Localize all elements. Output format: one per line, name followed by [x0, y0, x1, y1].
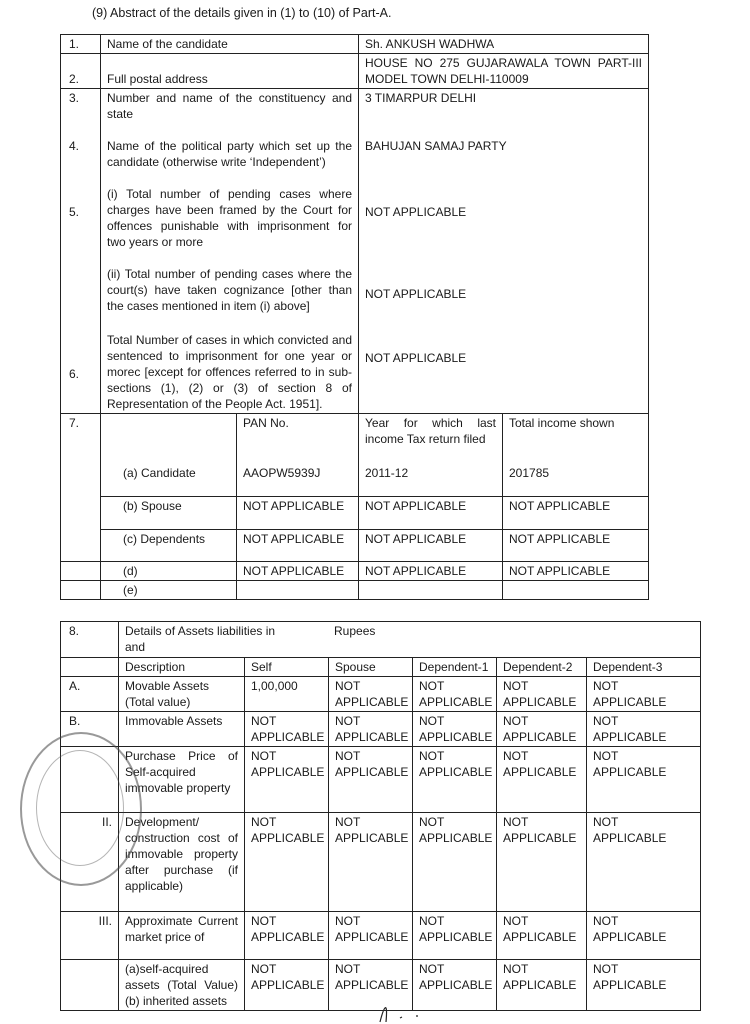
asset-self: NOT APPLICABLE	[245, 712, 329, 747]
assets-title-and: and	[125, 640, 146, 654]
row-number	[61, 960, 119, 1011]
table-row	[61, 677, 701, 712]
constituency-label: Number and name of the constituency and state	[107, 91, 352, 121]
income-total: NOT APPLICABLE	[503, 530, 649, 562]
party-label: Name of the political party which set up the candidate (otherwise write ‘Independent’)	[107, 139, 352, 169]
asset-dependent-2: NOT APPLICABLE	[497, 712, 587, 747]
assets-unit: Rupees	[334, 624, 376, 638]
table-row	[61, 813, 701, 912]
questions-cell	[101, 89, 359, 414]
asset-description: Approximate Current market price of	[119, 912, 245, 960]
income-who: (e)	[101, 581, 237, 600]
row-number: B.	[61, 712, 119, 747]
asset-dependent-2: NOT APPLICABLE	[497, 747, 587, 813]
table-row	[61, 562, 649, 581]
table-row	[61, 414, 649, 464]
section-heading: (9) Abstract of the details given in (1) to (10) of Part-A.	[92, 6, 392, 20]
assets-liabilities-table	[60, 621, 701, 1011]
asset-description: Movable Assets (Total value)	[119, 677, 245, 712]
income-who: (c) Dependents	[101, 530, 237, 562]
income-header: Total income shown	[503, 414, 649, 464]
asset-self: NOT APPLICABLE	[245, 960, 329, 1011]
asset-dependent-3: NOT APPLICABLE	[587, 747, 701, 813]
asset-description: Development/ construction cost of immovable property after purchase (if applicable)	[119, 813, 245, 912]
income-pan: NOT APPLICABLE	[237, 497, 359, 530]
row-number: III.	[61, 912, 119, 960]
asset-spouse: NOT APPLICABLE	[329, 912, 413, 960]
asset-dependent-3: NOT APPLICABLE	[587, 912, 701, 960]
column-header: Dependent-3	[587, 658, 701, 677]
year-header: Year for which last income Tax return filed	[359, 414, 503, 464]
asset-dependent-1: NOT APPLICABLE	[413, 712, 497, 747]
table-row	[61, 747, 701, 813]
asset-self: NOT APPLICABLE	[245, 912, 329, 960]
asset-spouse: NOT APPLICABLE	[329, 960, 413, 1011]
asset-dependent-2: NOT APPLICABLE	[497, 677, 587, 712]
row-number: 7.	[61, 414, 101, 464]
part-a-abstract-table	[60, 34, 649, 600]
assets-title: Details of Assets liabilities in	[125, 624, 276, 638]
table-row	[61, 464, 649, 497]
pending-cases-cognizance-label: (ii) Total number of pending cases where the court(s) have taken cognizance [other than the cases mentioned in item (i) above]	[107, 267, 352, 313]
row-number: 2.	[61, 54, 101, 89]
asset-dependent-2: NOT APPLICABLE	[497, 960, 587, 1011]
asset-spouse: NOT APPLICABLE	[329, 813, 413, 912]
column-header: Spouse	[329, 658, 413, 677]
table-row	[61, 912, 701, 960]
row-number-6: 6.	[69, 367, 80, 381]
income-pan: AAOPW5939J	[237, 464, 359, 497]
pending-cases-cognizance-value: NOT APPLICABLE	[365, 287, 467, 301]
table-row	[61, 54, 649, 89]
column-header: Self	[245, 658, 329, 677]
income-year	[359, 581, 503, 600]
income-year: NOT APPLICABLE	[359, 497, 503, 530]
asset-dependent-2: NOT APPLICABLE	[497, 813, 587, 912]
income-year: 2011-12	[359, 464, 503, 497]
table-row	[61, 89, 649, 414]
table-row	[61, 712, 701, 747]
asset-dependent-3: NOT APPLICABLE	[587, 813, 701, 912]
signature-mark	[370, 996, 450, 1024]
income-year: NOT APPLICABLE	[359, 562, 503, 581]
table-row	[61, 530, 649, 562]
income-who: (d)	[101, 562, 237, 581]
asset-dependent-3: NOT APPLICABLE	[587, 712, 701, 747]
asset-dependent-1: NOT APPLICABLE	[413, 677, 497, 712]
table-row	[61, 497, 649, 530]
convicted-cases-value: NOT APPLICABLE	[365, 351, 467, 365]
income-total: 201785	[503, 464, 649, 497]
asset-self: NOT APPLICABLE	[245, 813, 329, 912]
party-value: BAHUJAN SAMAJ PARTY	[365, 139, 507, 153]
row-number	[61, 747, 119, 813]
pending-cases-framed-label: (i) Total number of pending cases where charges have been framed by the Court for offences punishable with imprisonment for two years or more	[107, 187, 352, 249]
convicted-cases-label: Total Number of cases in which convicted and sentenced to imprisonment for one year or morec [except for offences referred to in sub-sections (1), (2) or (3) of section 8 of Representation of the People Act. 1951].	[107, 333, 352, 411]
table-header-row	[61, 658, 701, 677]
asset-description: Purchase Price of Self-acquired immovable property	[119, 747, 245, 813]
asset-description: Immovable Assets	[119, 712, 245, 747]
income-total: NOT APPLICABLE	[503, 497, 649, 530]
income-pan	[237, 581, 359, 600]
income-pan: NOT APPLICABLE	[237, 530, 359, 562]
asset-spouse: NOT APPLICABLE	[329, 712, 413, 747]
assets-title-cell	[119, 622, 701, 658]
pan-header: PAN No.	[237, 414, 359, 464]
income-total: NOT APPLICABLE	[503, 562, 649, 581]
asset-spouse: NOT APPLICABLE	[329, 677, 413, 712]
candidate-name-value: Sh. ANKUSH WADHWA	[359, 35, 649, 54]
asset-dependent-1: NOT APPLICABLE	[413, 747, 497, 813]
postal-address-label: Full postal address	[101, 54, 359, 89]
asset-self: 1,00,000	[245, 677, 329, 712]
row-number: 8.	[61, 622, 119, 658]
asset-self: NOT APPLICABLE	[245, 747, 329, 813]
asset-spouse: NOT APPLICABLE	[329, 747, 413, 813]
row-number: II.	[61, 813, 119, 912]
asset-dependent-3: NOT APPLICABLE	[587, 960, 701, 1011]
asset-dependent-3: NOT APPLICABLE	[587, 677, 701, 712]
row-number-5: 5.	[69, 205, 80, 219]
asset-dependent-1: NOT APPLICABLE	[413, 960, 497, 1011]
asset-description: (a)self-acquired assets (Total Value) (b) inherited assets	[119, 960, 245, 1011]
answers-cell	[359, 89, 649, 414]
row-number: A.	[61, 677, 119, 712]
income-year: NOT APPLICABLE	[359, 530, 503, 562]
income-who: (a) Candidate	[101, 464, 237, 497]
constituency-value: 3 TIMARPUR DELHI	[365, 91, 477, 105]
column-header: Description	[119, 658, 245, 677]
row-number: 1.	[61, 35, 101, 54]
income-pan: NOT APPLICABLE	[237, 562, 359, 581]
asset-dependent-1: NOT APPLICABLE	[413, 912, 497, 960]
postal-address-value: HOUSE NO 275 GUJARAWALA TOWN PART-III MODEL TOWN DELHI-110009	[359, 54, 649, 89]
candidate-name-label: Name of the candidate	[101, 35, 359, 54]
table-row	[61, 35, 649, 54]
column-header: Dependent-1	[413, 658, 497, 677]
column-header: Dependent-2	[497, 658, 587, 677]
asset-dependent-2: NOT APPLICABLE	[497, 912, 587, 960]
income-total	[503, 581, 649, 600]
row-number: 3. 4. 5. 6.	[61, 89, 101, 414]
blank-cell	[101, 414, 237, 464]
table-row	[61, 581, 649, 600]
income-who: (b) Spouse	[101, 497, 237, 530]
asset-dependent-1: NOT APPLICABLE	[413, 813, 497, 912]
pending-cases-framed-value: NOT APPLICABLE	[365, 205, 467, 219]
table-row	[61, 622, 701, 658]
